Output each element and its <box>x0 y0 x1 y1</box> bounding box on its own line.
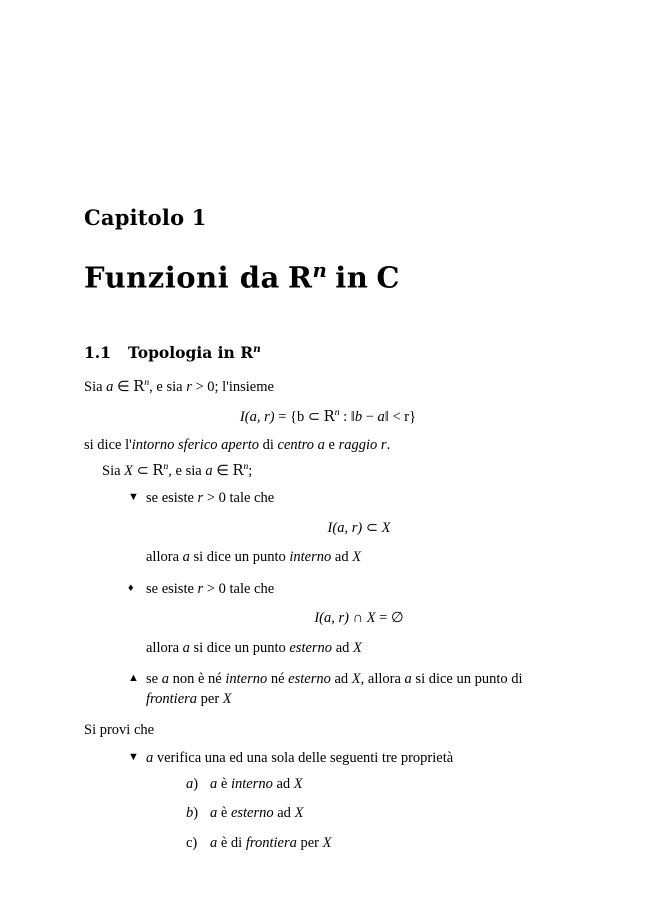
section-number: 1.1 <box>84 342 111 362</box>
exercise-sublist <box>146 775 572 854</box>
triangle-down-icon: ▼ <box>128 751 139 764</box>
display-equation-exterior: I(a, r) ∩ X = ∅ <box>314 610 404 627</box>
diamond-icon: ♦ <box>128 581 134 594</box>
section-title-exponent: n <box>253 342 261 355</box>
item-text: a è di frontiera per X <box>210 834 332 851</box>
list-item-conclusion: allora a si dice un punto interno ad X <box>146 549 362 566</box>
chapter-title <box>84 258 572 295</box>
section-heading <box>84 343 572 362</box>
definition-list <box>84 489 572 710</box>
list-item-text: a verifica una ed una sola delle seguenti tre proprietà <box>146 750 454 767</box>
list-item <box>186 804 572 824</box>
list-item <box>128 580 572 659</box>
item-label: b) <box>186 805 199 822</box>
list-item-text: se esiste r > 0 tale che <box>146 580 275 597</box>
page-content <box>84 205 572 865</box>
item-text: a è interno ad X <box>210 775 303 792</box>
exercise-list <box>84 749 572 853</box>
display-equation-ball: I(a, r) = {b ⊂ $R^n$ : ‖b − a‖ < r} <box>239 407 417 426</box>
list-item <box>186 775 572 795</box>
list-item-text: se a non è né interno né esterno ad X, allora a si dice un punto di frontiera per X <box>146 671 523 707</box>
chapter-title-in: in <box>335 260 369 295</box>
paragraph-definition: si dice l'intorno sferico aperto di centro a e raggio r. <box>84 437 391 454</box>
chapter-title-symbol-r: R <box>287 260 313 295</box>
list-item-conclusion: allora a si dice un punto esterno ad X <box>146 639 362 656</box>
paragraph-intro: Sia a ∈ $R^n$, e sia r > 0; l'insieme <box>84 376 274 395</box>
paragraph-setup: Sia X ⊂ $R^n$, e sia a ∈ $R^n$; <box>102 460 253 479</box>
item-label: a) <box>186 775 199 792</box>
list-item-text: se esiste r > 0 tale che <box>146 489 275 506</box>
chapter-label: Capitolo 1 <box>84 205 207 230</box>
section-title: Topologia in <box>128 342 235 362</box>
list-item <box>128 749 572 853</box>
paragraph-exercise: Si provi che <box>84 722 155 739</box>
chapter-title-exponent: n <box>312 258 328 282</box>
chapter-title-text: Funzioni da <box>84 260 280 295</box>
display-equation-interior: I(a, r) ⊂ X <box>327 519 391 536</box>
item-label: c) <box>186 834 198 851</box>
list-item <box>128 670 572 709</box>
section-title-symbol-r: R <box>240 342 254 362</box>
triangle-down-icon: ▼ <box>128 490 139 503</box>
item-text: a è esterno ad X <box>210 805 304 822</box>
list-item <box>128 489 572 568</box>
chapter-title-symbol-c: C <box>376 260 400 295</box>
triangle-up-icon: ▲ <box>128 672 139 685</box>
list-item <box>186 834 572 854</box>
